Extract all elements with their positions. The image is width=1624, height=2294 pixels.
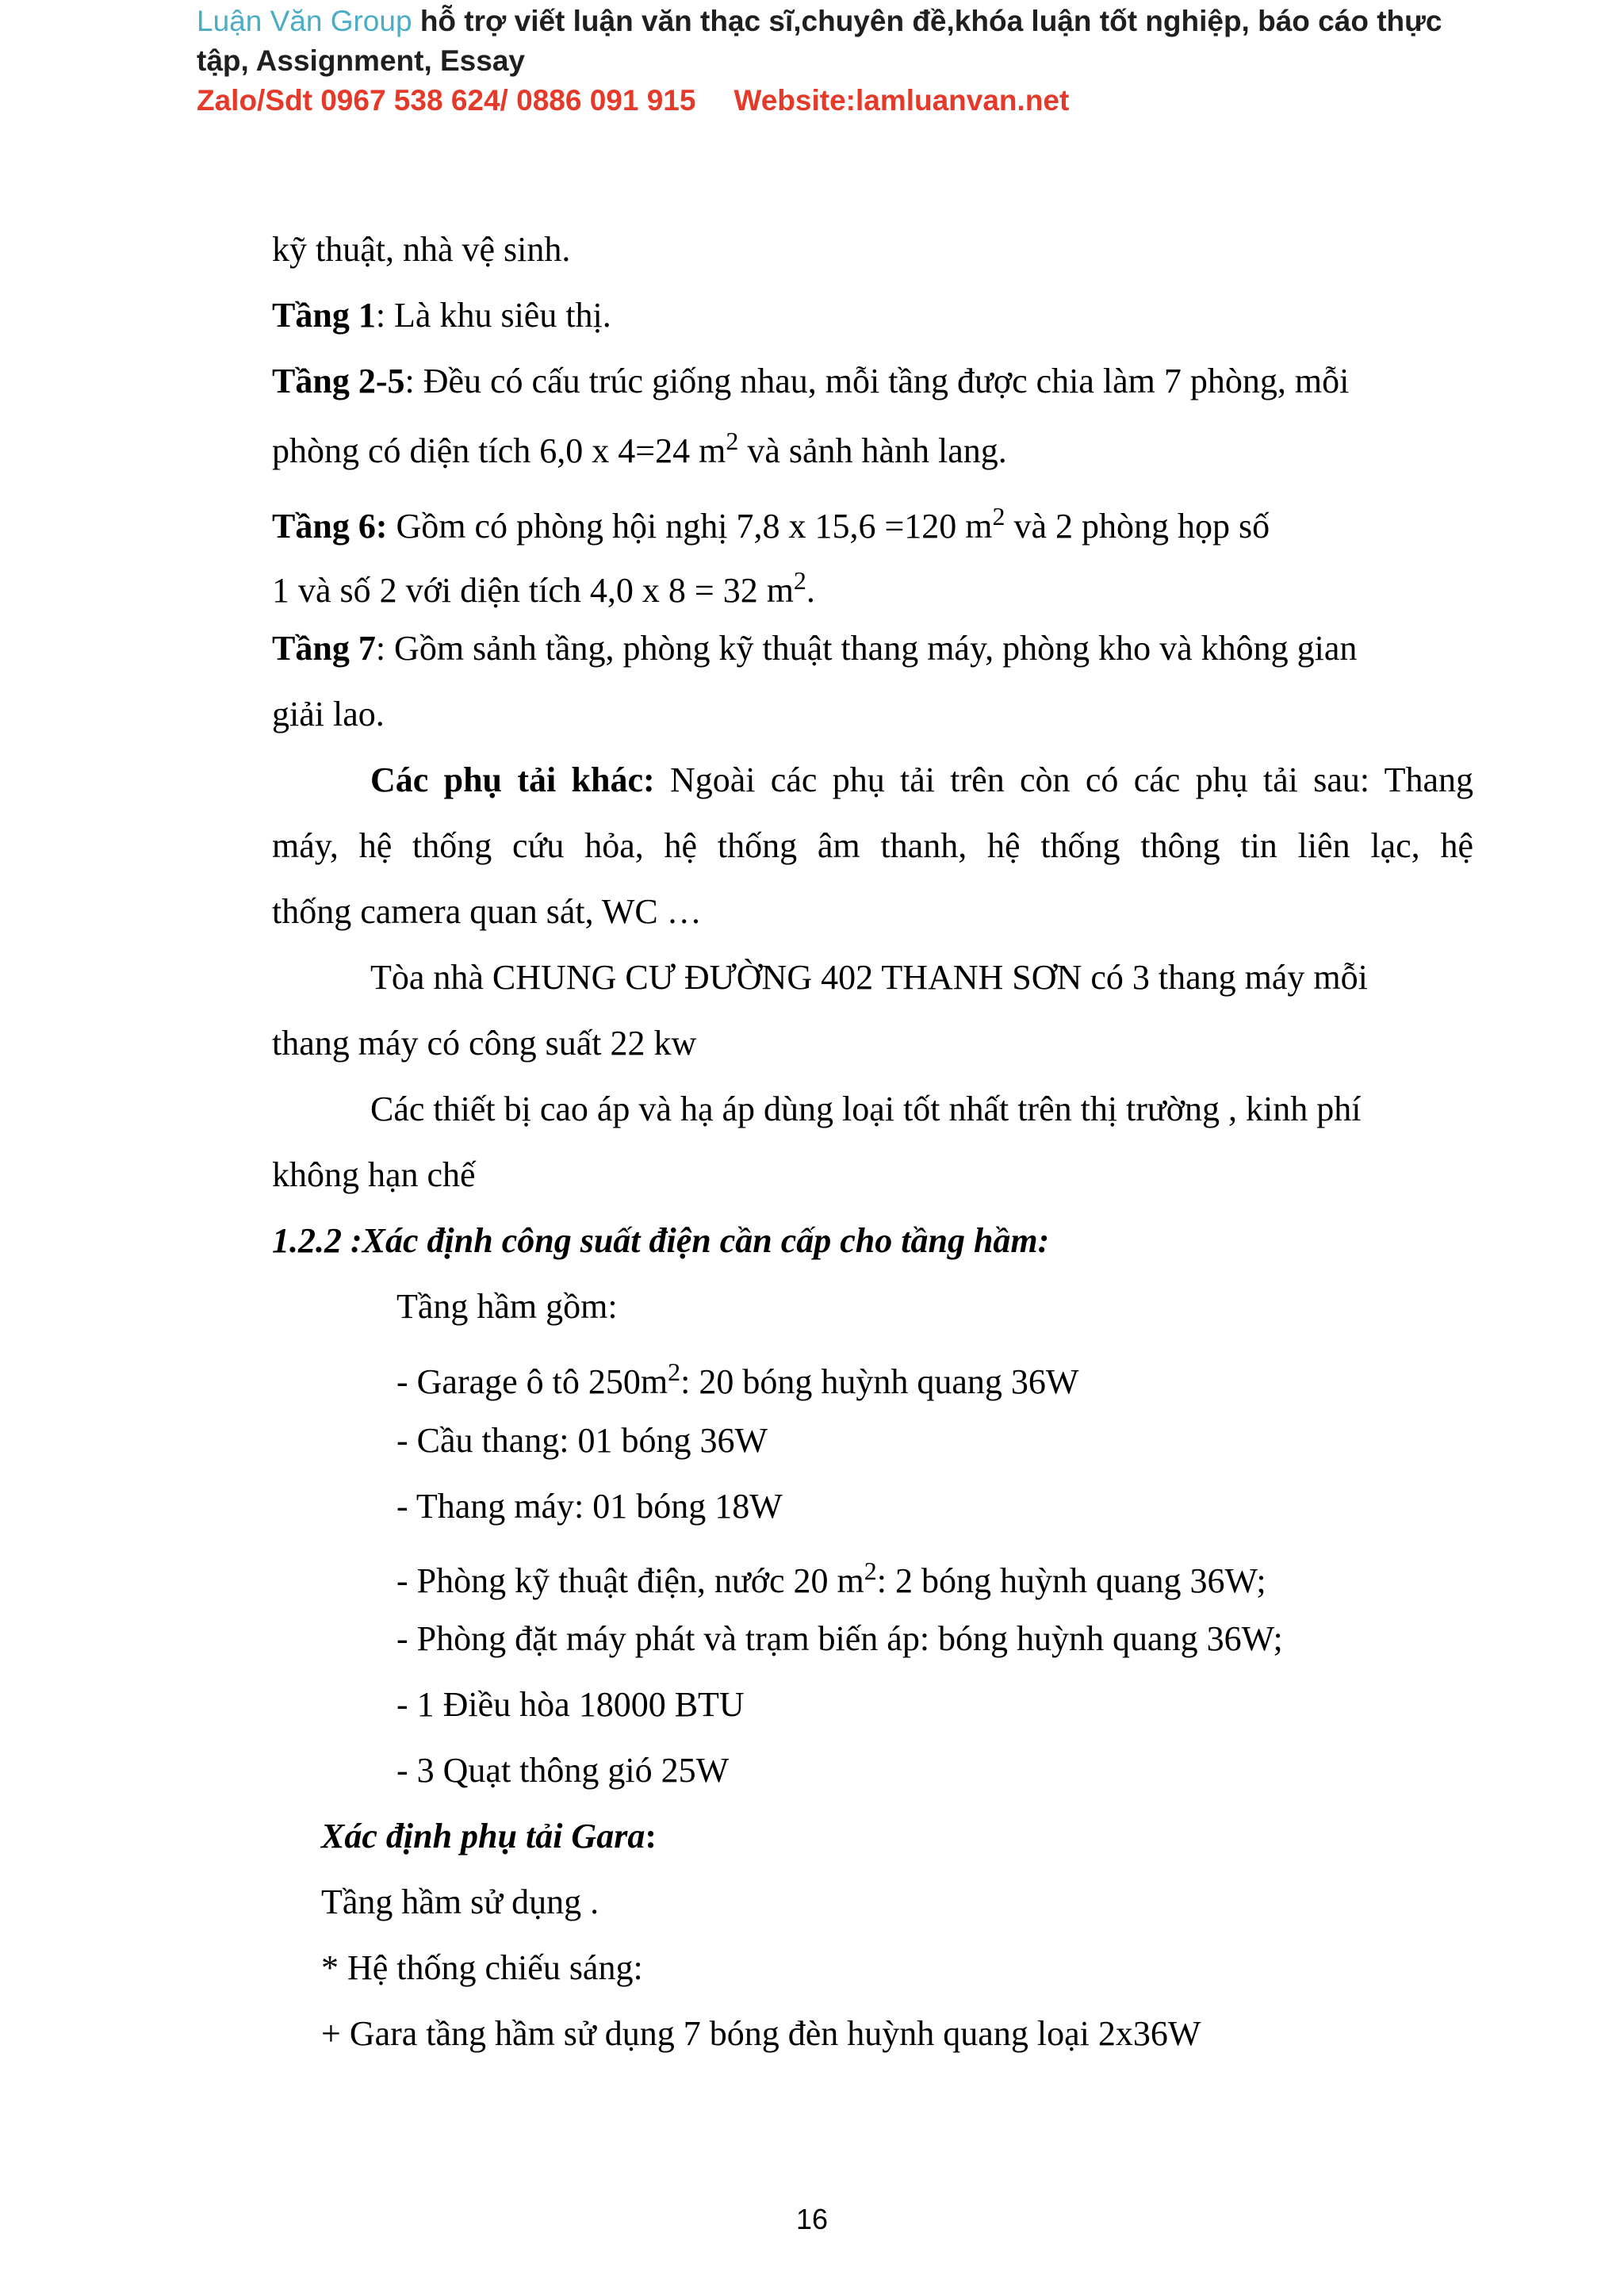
paragraph-line: + Gara tầng hầm sử dụng 7 bóng đèn huỳnh quang loại 2x36W <box>321 2014 1201 2053</box>
paragraph-line: Tầng 2-5: Đều có cấu trúc giống nhau, mỗi tầng được chia làm 7 phòng, mỗi <box>272 362 1350 400</box>
paragraph-line: thang máy có công suất 22 kw <box>272 1024 697 1063</box>
floor-label: Tầng 7 <box>272 629 376 668</box>
list-item: - Cầu thang: 01 bóng 36W <box>396 1421 768 1460</box>
list-item: - Thang máy: 01 bóng 18W <box>396 1487 783 1526</box>
paragraph-line: Các thiết bị cao áp và hạ áp dùng loại tốt nhất trên thị trường , kinh phí <box>370 1090 1362 1128</box>
list-intro: Tầng hầm gồm: <box>396 1287 618 1326</box>
paragraph-line: * Hệ thống chiếu sáng: <box>321 1948 643 1987</box>
list-item: - Garage ô tô $250m^2$: 20 bóng huỳnh quang 36W <box>396 1358 1079 1401</box>
subheading-other-loads: Các phụ tải khác: <box>370 760 655 799</box>
brand-name: Luận Văn Group <box>197 5 412 37</box>
paragraph-line: không hạn chế <box>272 1155 476 1194</box>
paragraph-line: 1 và số 2 với diện tích 4,0 x 8 = 32 $m^2$. <box>272 566 815 610</box>
floor-label: Tầng 1 <box>272 296 376 335</box>
paragraph-line: phòng có diện tích 6,0 x 4=24 $m^2$ và sảnh hành lang. <box>272 427 1007 470</box>
header-line-1 <box>197 2 1442 41</box>
paragraph-line: giải lao. <box>272 695 385 733</box>
paragraph-line: Tầng 6: Gồm có phòng hội nghị 7,8 x 15,6 =120 $m^2$ và 2 phòng họp số <box>272 502 1270 546</box>
header-contact-line <box>197 81 1069 121</box>
subsection-heading: Xác định phụ tải Gara: <box>321 1817 657 1855</box>
floor-label: Tầng 6: <box>272 507 388 546</box>
paragraph-line: Tầng hầm sử dụng . <box>321 1882 599 1921</box>
paragraph-line: kỹ thuật, nhà vệ sinh. <box>272 230 571 269</box>
list-item: - Phòng kỹ thuật điện, nước 20 $m^2$: 2 bóng huỳnh quang 36W; <box>396 1557 1266 1600</box>
website-link[interactable]: Website:lamluanvan.net <box>733 84 1070 117</box>
paragraph-line: Tầng 1: Là khu siêu thị. <box>272 296 611 335</box>
floor-label: Tầng 2-5 <box>272 362 405 400</box>
page-number: 16 <box>795 2203 829 2235</box>
paragraph-line: Tòa nhà CHUNG CƯ ĐƯỜNG 402 THANH SƠN có 3 thang máy mỗi <box>370 958 1368 997</box>
paragraph-line: Tầng 7: Gồm sảnh tầng, phòng kỹ thuật thang máy, phòng kho và không gian <box>272 629 1358 668</box>
list-item: - 3 Quạt thông gió 25W <box>396 1751 730 1790</box>
header-line-2: tập, Assignment, Essay <box>197 44 525 77</box>
paragraph-line: máy, hệ thống cứu hỏa, hệ thống âm thanh, hệ thống thông tin liên lạc, hệ <box>272 826 1473 865</box>
list-item: - 1 Điều hòa 18000 BTU <box>396 1685 745 1724</box>
contact-phone: Zalo/Sdt 0967 538 624/ 0886 091 915 <box>197 84 696 117</box>
paragraph-line: Các phụ tải khác: Ngoài các phụ tải trên còn có các phụ tải sau: Thang <box>370 760 1473 799</box>
paragraph-line: thống camera quan sát, WC … <box>272 892 702 931</box>
section-heading: 1.2.2 :Xác định công suất điện cần cấp cho tầng hầm: <box>272 1221 1050 1260</box>
header-tagline: hỗ trợ viết luận văn thạc sĩ,chuyên đề,khóa luận tốt nghiệp, báo cáo thực <box>412 5 1442 37</box>
list-item: - Phòng đặt máy phát và trạm biến áp: bóng huỳnh quang 36W; <box>396 1619 1283 1658</box>
